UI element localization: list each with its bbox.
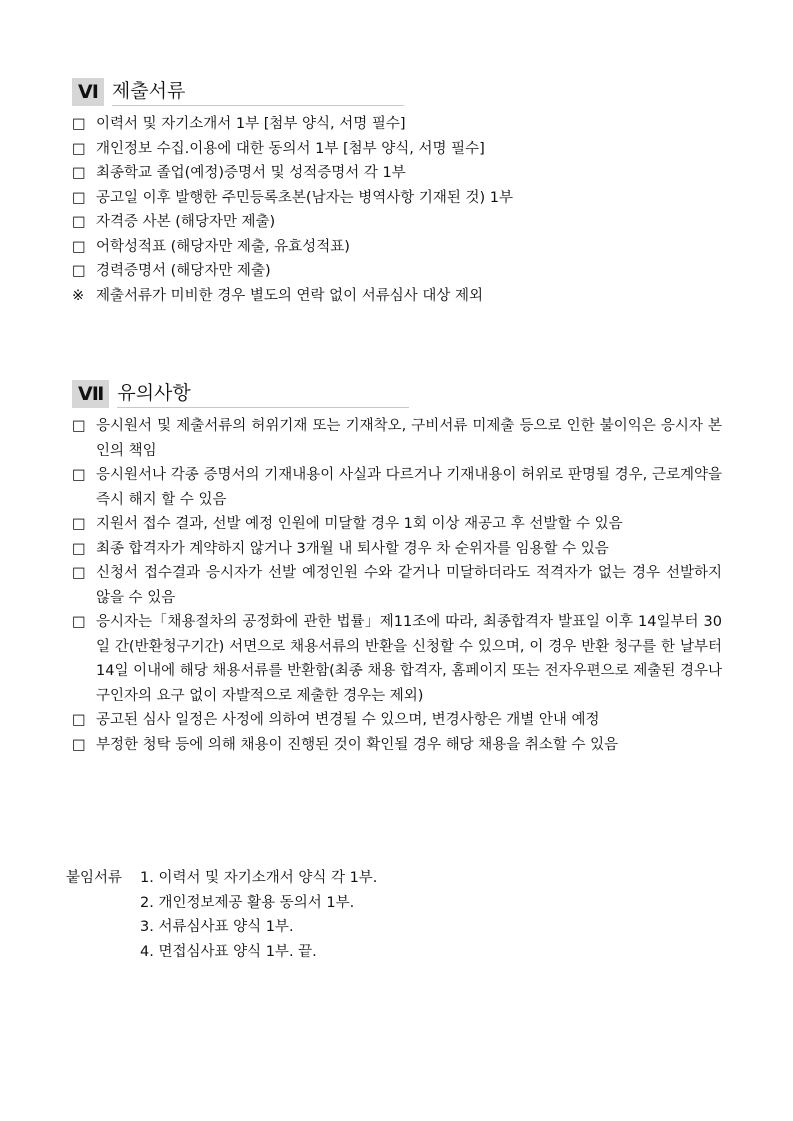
attachment-item: 3. 서류심사표 양식 1부. [140, 919, 294, 935]
list-item [72, 512, 722, 537]
checkbox-mark: □ [72, 467, 86, 483]
attachment-row [66, 915, 377, 940]
list-item [72, 610, 722, 708]
checkbox-mark: □ [72, 263, 86, 279]
item-text: 경력증명서 (해당자만 제출) [96, 263, 271, 279]
item-text: 응시자는「채용절차의 공정화에 관한 법률」제11조에 따라, 최종합격자 발표일 이후 14일부터 30일 간(반환청구기간) 서면으로 채용서류의 반환을 신청할 수 있으며, 이 경우 반환 청구를 한 날부터 14일 이내에 해당 채용서류를 반환함(최종 채용 합격자, 홈페이지 또는 전자우편으로 제출된 경우나 구인자의 요구 없이 자발적으로 제출한 경우는 제외) [96, 614, 722, 704]
list-item [72, 537, 722, 562]
list-item [72, 259, 722, 284]
section-number: Ⅶ [72, 380, 109, 408]
list-item [72, 137, 722, 162]
note-text: 제출서류가 미비한 경우 별도의 연락 없이 서류심사 대상 제외 [96, 287, 484, 304]
checkbox-mark: □ [72, 165, 86, 181]
attachments-label: 붙임서류 [66, 870, 123, 886]
checkbox-mark: □ [72, 214, 86, 230]
checkbox-mark: □ [72, 418, 86, 434]
section-header [72, 378, 722, 408]
item-text: 응시원서 및 제출서류의 허위기재 또는 기재착오, 구비서류 미제출 등으로 인한 불이익은 응시자 본인의 책임 [96, 418, 722, 459]
attachment-item: 2. 개인정보제공 활용 동의서 1부. [140, 894, 355, 911]
checkbox-mark: □ [72, 116, 86, 132]
attachment-row [66, 891, 377, 916]
section-notes [72, 378, 722, 757]
attachment-row [66, 866, 377, 891]
list-item [72, 112, 722, 137]
reference-mark: ※ [72, 287, 85, 304]
item-text: 신청서 접수결과 응시자가 선발 예정인원 수와 같거나 미달하더라도 적격자가 없는 경우 선발하지 않을 수 있음 [96, 565, 722, 606]
checkbox-mark: □ [72, 736, 86, 753]
list-item [72, 161, 722, 186]
section-number: Ⅵ [72, 78, 104, 106]
section-title: 제출서류 [112, 77, 404, 106]
list-item [72, 186, 722, 211]
checkbox-mark: □ [72, 540, 86, 557]
attachments [66, 866, 377, 964]
checkbox-mark: □ [72, 712, 86, 728]
list-item [72, 235, 722, 260]
list-item [72, 414, 722, 463]
checkbox-mark: □ [72, 189, 86, 206]
item-list [72, 112, 722, 308]
checkbox-mark: □ [72, 238, 86, 255]
checkbox-mark: □ [72, 565, 86, 581]
item-text: 최종 합격자가 계약하지 않거나 3개월 내 퇴사할 경우 차 순위자를 임용할 수 있음 [96, 540, 609, 557]
checkbox-mark: □ [72, 614, 86, 630]
item-text: 자격증 사본 (해당자만 제출) [96, 214, 276, 230]
item-list [72, 414, 722, 757]
list-item [72, 561, 722, 610]
list-item [72, 733, 722, 758]
attachment-row [66, 940, 377, 965]
list-item [72, 210, 722, 235]
item-text: 공고된 심사 일정은 사정에 의하여 변경될 수 있으며, 변경사항은 개별 안내 예정 [96, 712, 600, 728]
item-text: 최종학교 졸업(예정)증명서 및 성적증명서 각 1부 [96, 165, 406, 181]
list-item [72, 708, 722, 733]
attachment-item: 1. 이력서 및 자기소개서 양식 각 1부. [140, 870, 378, 886]
item-text: 이력서 및 자기소개서 1부 [첨부 양식, 서명 필수] [96, 116, 406, 132]
section-submission-documents [72, 76, 722, 308]
list-item [72, 463, 722, 512]
checkbox-mark: □ [72, 140, 86, 157]
section-header [72, 76, 722, 106]
item-text: 부정한 청탁 등에 의해 채용이 진행된 것이 확인될 경우 해당 채용을 취소할 수 있음 [96, 736, 619, 753]
item-text: 공고일 이후 발행한 주민등록초본(남자는 병역사항 기재된 것) 1부 [96, 189, 513, 206]
checkbox-mark: □ [72, 516, 86, 532]
item-text: 어학성적표 (해당자만 제출, 유효성적표) [96, 238, 350, 255]
item-text: 개인정보 수집.이용에 대한 동의서 1부 [첨부 양식, 서명 필수] [96, 140, 485, 157]
note-item [72, 284, 722, 309]
attachment-item: 4. 면접심사표 양식 1부. 끝. [140, 943, 317, 960]
section-title: 유의사항 [117, 379, 409, 408]
item-text: 응시원서나 각종 증명서의 기재내용이 사실과 다르거나 기재내용이 허위로 판명될 경우, 근로계약을 즉시 해지 할 수 있음 [96, 467, 722, 508]
item-text: 지원서 접수 결과, 선발 예정 인원에 미달할 경우 1회 이상 재공고 후 선발할 수 있음 [96, 516, 623, 532]
